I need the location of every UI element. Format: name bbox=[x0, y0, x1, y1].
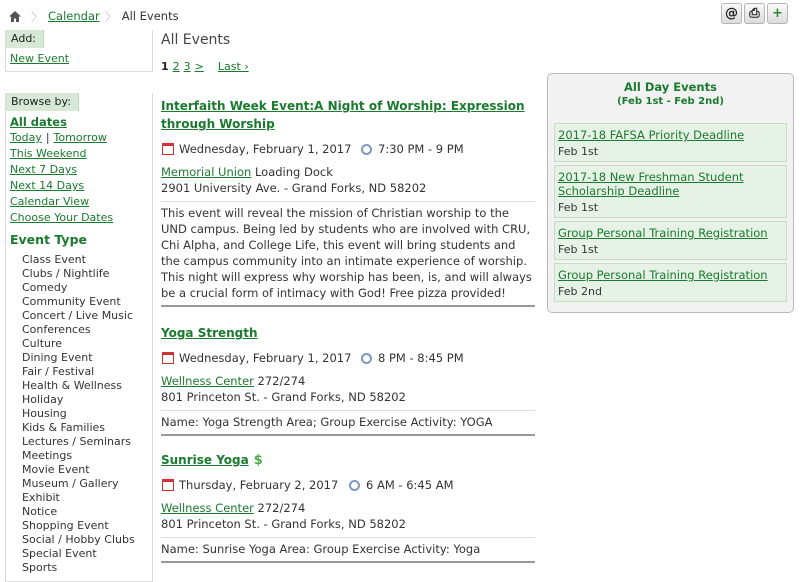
category-item[interactable]: Comedy bbox=[22, 281, 68, 294]
divider bbox=[161, 305, 535, 307]
all-dates-link[interactable]: All dates bbox=[10, 115, 67, 129]
event-venue-link[interactable]: Wellness Center bbox=[161, 374, 254, 388]
next-page-link[interactable]: > bbox=[194, 60, 204, 73]
add-box-title: Add: bbox=[6, 30, 44, 48]
category-item[interactable]: Movie Event bbox=[22, 463, 90, 476]
breadcrumb bbox=[8, 7, 179, 25]
event-title-link[interactable]: Interfaith Week Event:A Night of Worship: Expression through Worship bbox=[161, 99, 525, 131]
category-item[interactable]: Shopping Event bbox=[22, 519, 109, 532]
all-day-item bbox=[554, 221, 787, 260]
event-location bbox=[161, 500, 535, 516]
all-day-item bbox=[554, 263, 787, 302]
category-item[interactable]: Museum / Gallery Exhibit bbox=[22, 477, 119, 504]
calendar-view-link[interactable]: Calendar View bbox=[10, 195, 90, 208]
event-time: 8 PM - 8:45 PM bbox=[378, 351, 464, 365]
category-item[interactable]: Concert / Live Music bbox=[22, 309, 133, 322]
category-item[interactable]: Holiday bbox=[22, 393, 64, 406]
chevron-right-icon: 〉 bbox=[31, 9, 44, 24]
category-item[interactable]: Community Event bbox=[22, 295, 121, 308]
category-item[interactable]: Health & Wellness bbox=[22, 379, 123, 392]
print-icon[interactable]: ⎙ bbox=[744, 3, 765, 24]
event-date: Wednesday, February 1, 2017 bbox=[179, 351, 352, 365]
all-day-item-link[interactable]: Group Personal Training Registration bbox=[558, 226, 768, 240]
breadcrumb-current: All Events bbox=[121, 9, 179, 23]
clock-icon bbox=[361, 353, 372, 364]
event-type-heading: Event Type bbox=[10, 232, 88, 247]
divider bbox=[161, 561, 535, 563]
category-item[interactable]: Kids & Families bbox=[22, 421, 105, 434]
event-datetime bbox=[161, 476, 535, 494]
event-address: 801 Princeton St. - Grand Forks, ND 58202 bbox=[161, 517, 406, 531]
today-link[interactable]: Today bbox=[10, 131, 42, 144]
category-item[interactable]: Sports bbox=[22, 561, 58, 574]
all-day-item-date: Feb 1st bbox=[558, 145, 599, 158]
chevron-right-icon: 〉 bbox=[104, 9, 117, 24]
event-time: 6 AM - 6:45 AM bbox=[366, 478, 454, 492]
page-3-link[interactable]: 3 bbox=[183, 60, 191, 73]
dollar-icon: $ bbox=[253, 453, 263, 468]
calendar-icon bbox=[162, 352, 174, 364]
all-day-item-date: Feb 1st bbox=[558, 201, 599, 214]
category-list bbox=[10, 253, 148, 575]
this-weekend-link[interactable]: This Weekend bbox=[10, 147, 87, 160]
category-item[interactable]: Special Event bbox=[22, 547, 97, 560]
event-room: 272/274 bbox=[257, 501, 306, 515]
event-title-link[interactable]: Sunrise Yoga bbox=[161, 453, 249, 467]
toolbar bbox=[721, 3, 788, 24]
all-day-item bbox=[554, 165, 787, 218]
pager bbox=[161, 60, 535, 73]
category-item[interactable]: Social / Hobby Clubs bbox=[22, 533, 135, 546]
event-item bbox=[161, 451, 535, 563]
page-title: All Events bbox=[161, 32, 231, 48]
choose-dates-link[interactable]: Choose Your Dates bbox=[10, 211, 114, 224]
event-address: 801 Princeton St. - Grand Forks, ND 58202 bbox=[161, 390, 406, 404]
separator: | bbox=[45, 131, 50, 144]
all-day-header bbox=[554, 74, 787, 123]
calendar-icon bbox=[162, 143, 174, 155]
event-location bbox=[161, 373, 535, 389]
next-7-days-link[interactable]: Next 7 Days bbox=[10, 163, 78, 176]
category-item[interactable]: Conferences bbox=[22, 323, 91, 336]
all-day-title: All Day Events bbox=[624, 80, 717, 94]
last-page-link[interactable]: Last › bbox=[217, 60, 249, 73]
event-date: Thursday, February 2, 2017 bbox=[179, 478, 339, 492]
category-item[interactable]: Housing bbox=[22, 407, 67, 420]
all-day-item-date: Feb 2nd bbox=[558, 285, 602, 298]
tomorrow-link[interactable]: Tomorrow bbox=[53, 131, 107, 144]
new-event-link[interactable]: New Event bbox=[10, 52, 70, 65]
browse-box-title: Browse by: bbox=[6, 93, 79, 111]
all-day-item-link[interactable]: Group Personal Training Registration bbox=[558, 268, 768, 282]
event-item bbox=[161, 324, 535, 436]
all-day-item bbox=[554, 123, 787, 162]
event-title-link[interactable]: Yoga Strength bbox=[161, 326, 258, 340]
browse-box bbox=[5, 93, 153, 582]
page-2-link[interactable]: 2 bbox=[172, 60, 180, 73]
breadcrumb-calendar-link[interactable]: Calendar bbox=[48, 9, 100, 23]
category-item[interactable]: Dining Event bbox=[22, 351, 93, 364]
page-current: 1 bbox=[161, 60, 169, 73]
all-day-events-panel bbox=[547, 73, 794, 313]
email-icon[interactable]: @ bbox=[721, 3, 742, 24]
all-day-item-date: Feb 1st bbox=[558, 243, 599, 256]
main-content bbox=[161, 30, 535, 73]
category-item[interactable]: Notice bbox=[22, 505, 58, 518]
category-item[interactable]: Fair / Festival bbox=[22, 365, 95, 378]
all-day-item-link[interactable]: 2017-18 FAFSA Priority Deadline bbox=[558, 128, 745, 142]
event-datetime bbox=[161, 140, 535, 158]
category-item[interactable]: Meetings bbox=[22, 449, 73, 462]
category-item[interactable]: Clubs / Nightlife bbox=[22, 267, 110, 280]
calendar-icon bbox=[162, 479, 174, 491]
category-item[interactable]: Class Event bbox=[22, 253, 86, 266]
category-item[interactable]: Lectures / Seminars bbox=[22, 435, 132, 448]
category-item[interactable]: Culture bbox=[22, 337, 63, 350]
home-icon[interactable] bbox=[8, 10, 22, 23]
add-icon[interactable]: + bbox=[767, 3, 788, 24]
event-address: 2901 University Ave. - Grand Forks, ND 58202 bbox=[161, 181, 427, 195]
next-14-days-link[interactable]: Next 14 Days bbox=[10, 179, 85, 192]
all-day-item-link[interactable]: 2017-18 New Freshman Student Scholarship Deadline bbox=[558, 170, 744, 198]
event-location bbox=[161, 164, 535, 180]
event-description: Name: Yoga Strength Area; Group Exercise Activity: YOGA bbox=[161, 410, 535, 430]
event-room: 272/274 bbox=[257, 374, 306, 388]
event-item bbox=[161, 97, 535, 307]
event-date: Wednesday, February 1, 2017 bbox=[179, 142, 352, 156]
clock-icon bbox=[361, 144, 372, 155]
add-box bbox=[5, 30, 153, 72]
today-tomorrow-row bbox=[10, 130, 148, 146]
event-room: Loading Dock bbox=[254, 165, 333, 179]
divider bbox=[161, 434, 535, 436]
event-datetime bbox=[161, 349, 535, 367]
clock-icon bbox=[349, 480, 360, 491]
event-venue-link[interactable]: Wellness Center bbox=[161, 501, 254, 515]
event-description: This event will reveal the mission of Christian worship to the UND campus. Being led by students who are involved with CRU, Chi Alpha, and College Life, this event will bring students and the campus community into an intimate experience of worship. This night will express why worship has been, is, and will always be a crucial form of intimacy with God! Free pizza provided! bbox=[161, 201, 535, 301]
event-time: 7:30 PM - 9 PM bbox=[378, 142, 464, 156]
all-day-range: (Feb 1st - Feb 2nd) bbox=[617, 96, 724, 107]
event-venue-link[interactable]: Memorial Union bbox=[161, 165, 252, 179]
event-description: Name: Sunrise Yoga Area: Group Exercise Activity: Yoga bbox=[161, 537, 535, 557]
